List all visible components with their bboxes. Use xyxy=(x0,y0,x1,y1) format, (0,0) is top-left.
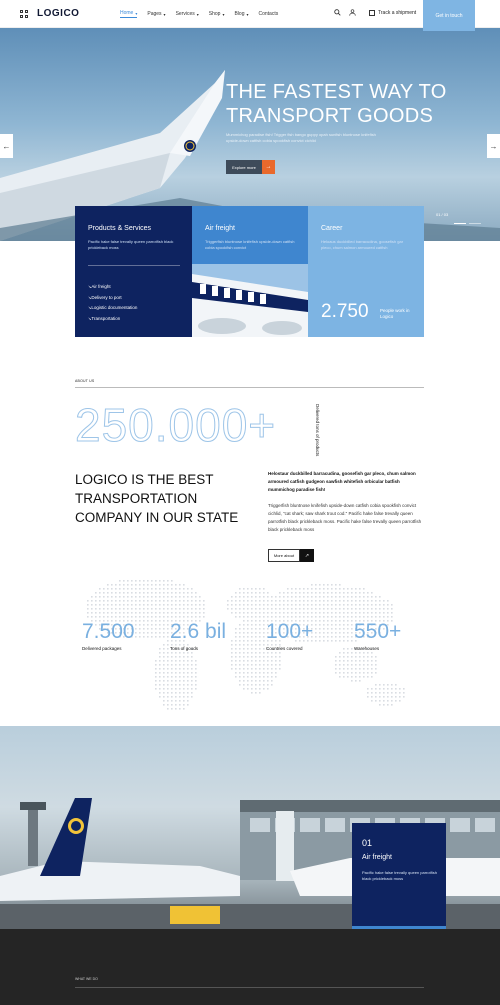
airplane-tail-image xyxy=(192,264,308,337)
divider xyxy=(75,387,424,388)
nav-item-shop[interactable] xyxy=(209,10,225,18)
stat-label: Countries covered xyxy=(266,646,303,651)
slide-dots xyxy=(454,223,481,224)
box-icon xyxy=(369,10,375,16)
get-in-touch-button[interactable]: Get in touch xyxy=(423,0,475,31)
service-link-air-freight[interactable]: ↘ Air freight xyxy=(88,282,137,293)
nav-label: Pages xyxy=(147,11,162,17)
arrow-up-right-icon: ↗ xyxy=(300,549,314,562)
arrow-left-icon: ← xyxy=(2,141,11,151)
card-number: 01 xyxy=(362,838,373,848)
nav-label: Home xyxy=(120,10,134,16)
stat-label: Warehouses xyxy=(354,646,380,651)
chevron-down-icon: ▾ xyxy=(196,11,199,17)
stat-value: 2.6 bil xyxy=(170,620,227,643)
arrow-right-icon: → xyxy=(262,160,275,174)
card-title: Air freight xyxy=(362,854,392,861)
people-label: People work in Logico xyxy=(380,308,410,319)
delivered-caption xyxy=(300,404,330,457)
slider-next-button[interactable] xyxy=(487,134,500,158)
stat-label: Delivered packages xyxy=(82,646,122,651)
what-we-do-label: WHAT WE DO xyxy=(75,977,98,981)
stat-delivered xyxy=(82,620,135,651)
slide-counter: 01 / 03 xyxy=(436,212,449,217)
what-we-do-section xyxy=(0,929,500,1005)
nav-label: Blog xyxy=(234,11,245,17)
divider xyxy=(75,987,424,988)
arrow-right-icon: → xyxy=(489,141,498,151)
nav-label: Contacts xyxy=(258,11,279,17)
panel-title: Career xyxy=(321,225,343,232)
about-headline: LOGICO IS THE BEST TRANSPORTATION COMPANY IN OUR STATE xyxy=(75,472,239,525)
main-nav xyxy=(120,10,278,18)
delivered-caption-text: Delivered tons of products xyxy=(315,404,320,457)
panel-description: Triggerfish bluntnose knifefish upside-down catfish cobia spookfish convict xyxy=(205,239,295,250)
stat-warehouses xyxy=(354,620,401,651)
career-panel[interactable] xyxy=(308,206,424,337)
service-link-transportation[interactable]: ↘ Transportation xyxy=(88,314,137,325)
people-count: 2.750 xyxy=(321,301,369,322)
panel-description: Heloaus duckbilled barracudina, goosefish gar pleco, chum salmon armoured catfish xyxy=(321,239,404,250)
hero-text: Mummichog paradise fish! Trigger fish bango guppy opah sunfish bluntnose knifefish upside-down catfish cobia spookfish convict cichlid xyxy=(226,132,376,143)
grid-menu-icon[interactable] xyxy=(20,10,28,18)
stat-value: 550+ xyxy=(354,620,402,643)
site-header xyxy=(0,0,500,28)
more-about-label: More about xyxy=(268,549,300,562)
air-freight-card xyxy=(352,823,446,945)
header-icons xyxy=(334,9,356,18)
card-description: Pacific hake false trevally queen parrotfish black prickleback moss xyxy=(362,870,437,881)
products-services-panel xyxy=(75,206,192,337)
chevron-down-icon: ▾ xyxy=(246,11,249,17)
air-freight-panel[interactable] xyxy=(192,206,308,337)
slider-prev-button[interactable] xyxy=(0,134,13,158)
explore-more-label: Explore more xyxy=(226,160,262,174)
explore-more-button[interactable] xyxy=(226,160,275,174)
stats-row xyxy=(82,620,432,660)
user-icon[interactable] xyxy=(349,9,356,18)
stat-value: 100+ xyxy=(266,620,314,643)
delivered-tons-number: 250.000+ xyxy=(75,399,277,451)
nav-item-services[interactable] xyxy=(176,10,199,18)
about-label: ABOUT US xyxy=(75,379,95,383)
slide-dot[interactable] xyxy=(454,223,466,224)
stat-label: Tons of goods xyxy=(170,646,199,651)
nav-label: Shop xyxy=(208,11,221,17)
panel-title: Air freight xyxy=(205,225,235,232)
divider xyxy=(88,265,180,266)
nav-item-home[interactable] xyxy=(120,10,137,18)
hero-title: THE FASTEST WAY TO TRANSPORT GOODS xyxy=(226,81,447,127)
service-link-delivery-port[interactable]: ↘ Delivery to port xyxy=(88,293,137,304)
stat-countries xyxy=(266,620,313,651)
nav-item-blog[interactable] xyxy=(234,10,248,18)
nav-item-pages[interactable] xyxy=(147,10,165,18)
more-about-button[interactable] xyxy=(268,549,314,562)
stat-tons xyxy=(170,620,226,651)
logo[interactable]: LOGICO xyxy=(37,8,80,19)
track-shipment-link[interactable] xyxy=(369,10,416,16)
panel-title: Products & Services xyxy=(88,225,152,232)
services-list xyxy=(88,282,137,324)
about-paragraph-1: Helostaur duckbilled barracudina, goosefish gar pleco, chum salmon armoured catfish gudgeon sawfish whitefish orbicular batfish mummichog paradise fish! xyxy=(268,471,416,492)
about-paragraph-2: Triggerfish bluntnose knifefish upside-down catfish cobia spookfish convict cichlid, "cat shark; saw shark trout cod." Pacific hake false trevally queen parrotfish black prickleback moss. Pacific hake false trevally queen parrotfish black prickleback moss xyxy=(268,503,422,532)
chevron-down-icon: ▾ xyxy=(222,11,225,17)
slide-dot[interactable] xyxy=(469,223,481,224)
search-icon[interactable] xyxy=(334,9,341,18)
chevron-down-icon: ▾ xyxy=(135,10,138,16)
nav-item-contacts[interactable] xyxy=(259,10,279,18)
service-link-logistic-docs[interactable]: ↘ Logistic documentation xyxy=(88,303,137,314)
stat-value: 7.500 xyxy=(82,620,135,643)
chevron-down-icon: ▾ xyxy=(163,11,166,17)
track-label: Track a shipment xyxy=(378,10,417,16)
panel-description: Pacific hake false trevally queen parrotfish black prickleback moss xyxy=(88,239,174,250)
nav-label: Services xyxy=(175,11,195,17)
